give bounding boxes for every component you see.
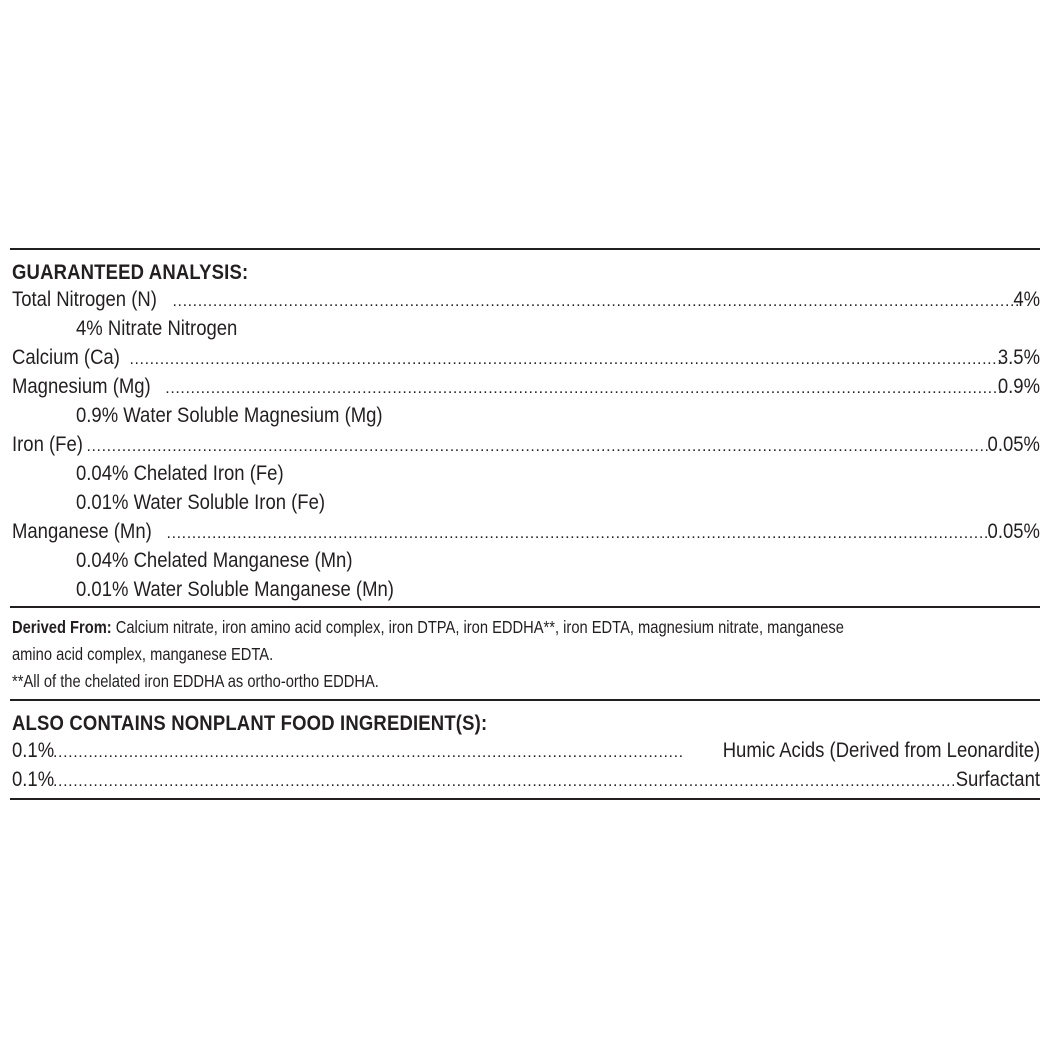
ingredient-name: Humic Acids (Derived from Leonardite) [722,738,1040,762]
ingredient-name: Surfactant [955,767,1040,791]
nutrient-value: 4% [1013,287,1040,311]
dot-leader [53,738,683,767]
dot-leader [129,345,1003,374]
nutrient-name: Iron (Fe) [12,432,83,456]
nutrient-subitem: 0.04% Chelated Iron (Fe) [76,461,284,485]
dot-leader [86,432,991,461]
nutrient-name: Calcium (Ca) [12,345,120,369]
also-contains-heading: ALSO CONTAINS NONPLANT FOOD INGREDIENT(S): [12,711,488,735]
bottom-rule [10,798,1040,800]
nutrient-subitem: 0.9% Water Soluble Magnesium (Mg) [76,403,383,427]
derived-from-line [12,614,1037,641]
nutrient-value: 0.9% [997,374,1040,398]
nutrient-subitem: 0.01% Water Soluble Iron (Fe) [76,490,326,514]
ingredient-amount: 0.1% [12,738,55,762]
nutrient-name: Magnesium (Mg) [12,374,151,398]
derived-from-section [10,614,1040,695]
nutrient-subitem: 4% Nitrate Nitrogen [76,316,238,340]
nutrient-row [12,285,1040,314]
fertilizer-label [10,248,1040,800]
ingredient-row [12,765,1040,794]
footnote: **All of the chelated iron EDDHA as ortho-ortho EDDHA. [12,671,379,691]
nutrient-value: 3.5% [997,345,1040,369]
nutrient-row [12,372,1040,401]
nutrient-row [12,430,1040,459]
derived-from-label: Derived From: [12,617,112,637]
nutrient-row [12,517,1040,546]
ingredient-amount: 0.1% [12,767,55,791]
derived-from-line: amino acid complex, manganese EDTA. [12,644,274,664]
nutrient-value: 0.05% [987,519,1040,543]
derived-from-text: Calcium nitrate, iron amino acid complex, iron DTPA, iron EDDHA**, iron EDTA, magnesium nitrate, manganese [111,617,844,637]
section-divider [10,606,1040,608]
nutrient-name: Manganese (Mn) [12,519,152,543]
dot-leader [167,519,992,548]
guaranteed-analysis-heading: GUARANTEED ANALYSIS: [12,260,249,284]
nutrient-name: Total Nitrogen (N) [12,287,157,311]
also-contains-section [10,701,1040,798]
nutrient-subitem: 0.01% Water Soluble Manganese (Mn) [76,577,394,601]
dot-leader [172,287,1020,316]
dot-leader [53,767,954,796]
nutrient-value: 0.05% [987,432,1040,456]
nutrient-row [12,343,1040,372]
dot-leader [165,374,1003,403]
ingredient-row [12,736,1040,765]
guaranteed-analysis-section [10,250,1040,606]
nutrient-subitem: 0.04% Chelated Manganese (Mn) [76,548,353,572]
